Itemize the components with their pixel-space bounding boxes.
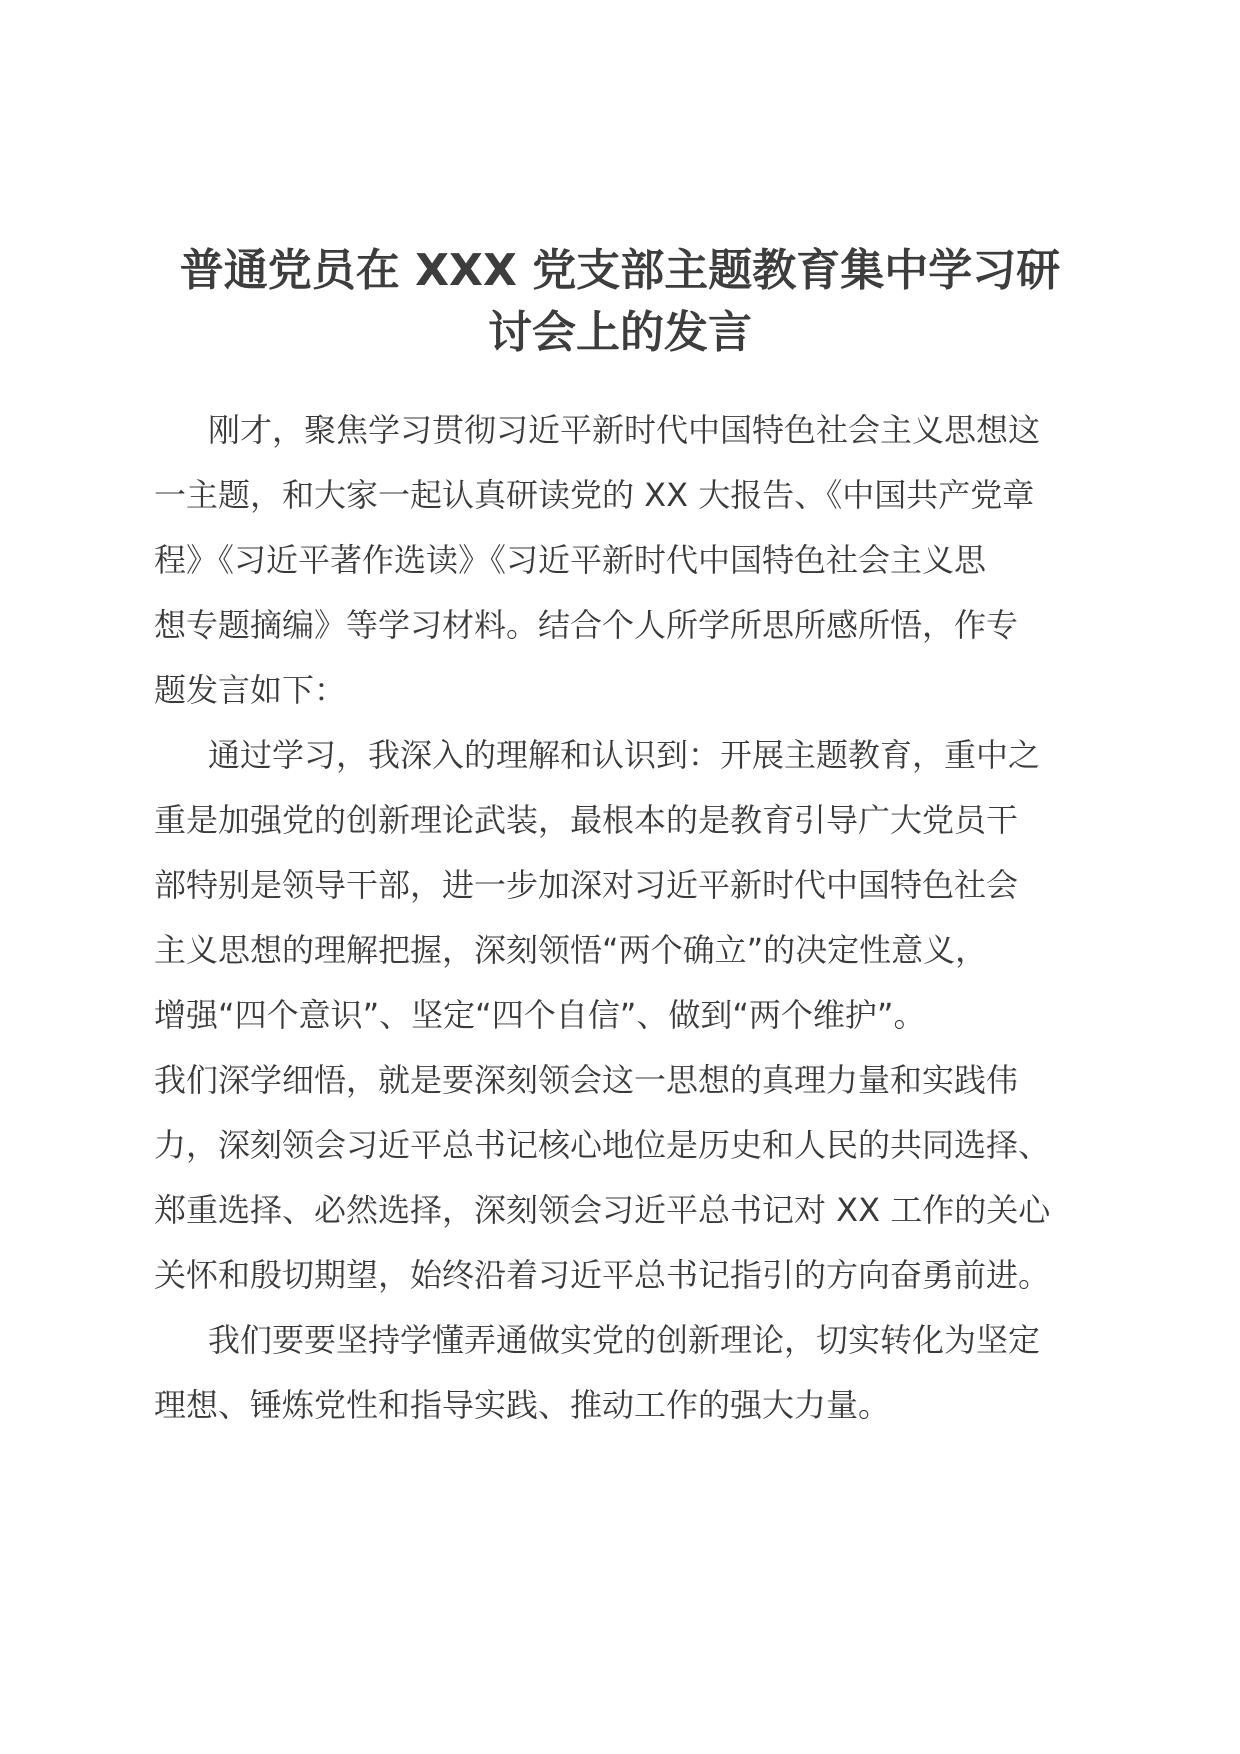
- paragraph-line: 想专题摘编》等学习材料。结合个人所学所思所感所悟，作专: [154, 606, 1019, 644]
- paragraph-line: 力，深刻领会习近平总书记核心地位是历史和人民的共同选择、: [154, 1126, 1051, 1164]
- document-title: [150, 240, 1090, 364]
- paragraph-line: 我们深学细悟，就是要深刻领会这一思想的真理力量和实践伟: [154, 1061, 1019, 1099]
- paragraph-line: 部特别是领导干部，进一步加深对习近平新时代中国特色社会: [154, 866, 1019, 904]
- title-line: 普通党员在 XXX 党支部主题教育集中学习研: [179, 245, 1061, 296]
- paragraph-line: 理想、锤炼党性和指导实践、推动工作的强大力量。: [154, 1386, 891, 1424]
- paragraph-opening: [154, 398, 1090, 723]
- paragraph-line: 刚才，聚焦学习贯彻习近平新时代中国特色社会主义思想这: [208, 411, 1041, 449]
- paragraph-line: 增强“四个意识”、坚定“四个自信”、做到“两个维护”。: [154, 996, 926, 1034]
- document-body: [154, 398, 1090, 1438]
- paragraph-understanding: [154, 723, 1090, 1308]
- paragraph-line: 主义思想的理解把握，深刻领悟“两个确立”的决定性意义，: [154, 931, 988, 969]
- paragraph-closing: [154, 1308, 1090, 1438]
- paragraph-line: 题发言如下：: [154, 671, 347, 709]
- paragraph-line: 我们要要坚持学懂弄通做实党的创新理论，切实转化为坚定: [208, 1321, 1041, 1359]
- paragraph-line: 关怀和殷切期望，始终沿着习近平总书记指引的方向奋勇前进。: [154, 1256, 1051, 1294]
- paragraph-line: 程》《习近平著作选读》《习近平新时代中国特色社会主义思: [154, 541, 987, 579]
- paragraph-line: 通过学习，我深入的理解和认识到：开展主题教育，重中之: [208, 736, 1041, 774]
- paragraph-line: 郑重选择、必然选择，深刻领会习近平总书记对 XX 工作的关心: [154, 1191, 1051, 1229]
- paragraph-line: 重是加强党的创新理论武装，最根本的是教育引导广大党员干: [154, 801, 1019, 839]
- title-line: 讨会上的发言: [488, 307, 752, 358]
- paragraph-line: 一主题，和大家一起认真研读党的 XX 大报告、《中国共产党章: [154, 476, 1035, 514]
